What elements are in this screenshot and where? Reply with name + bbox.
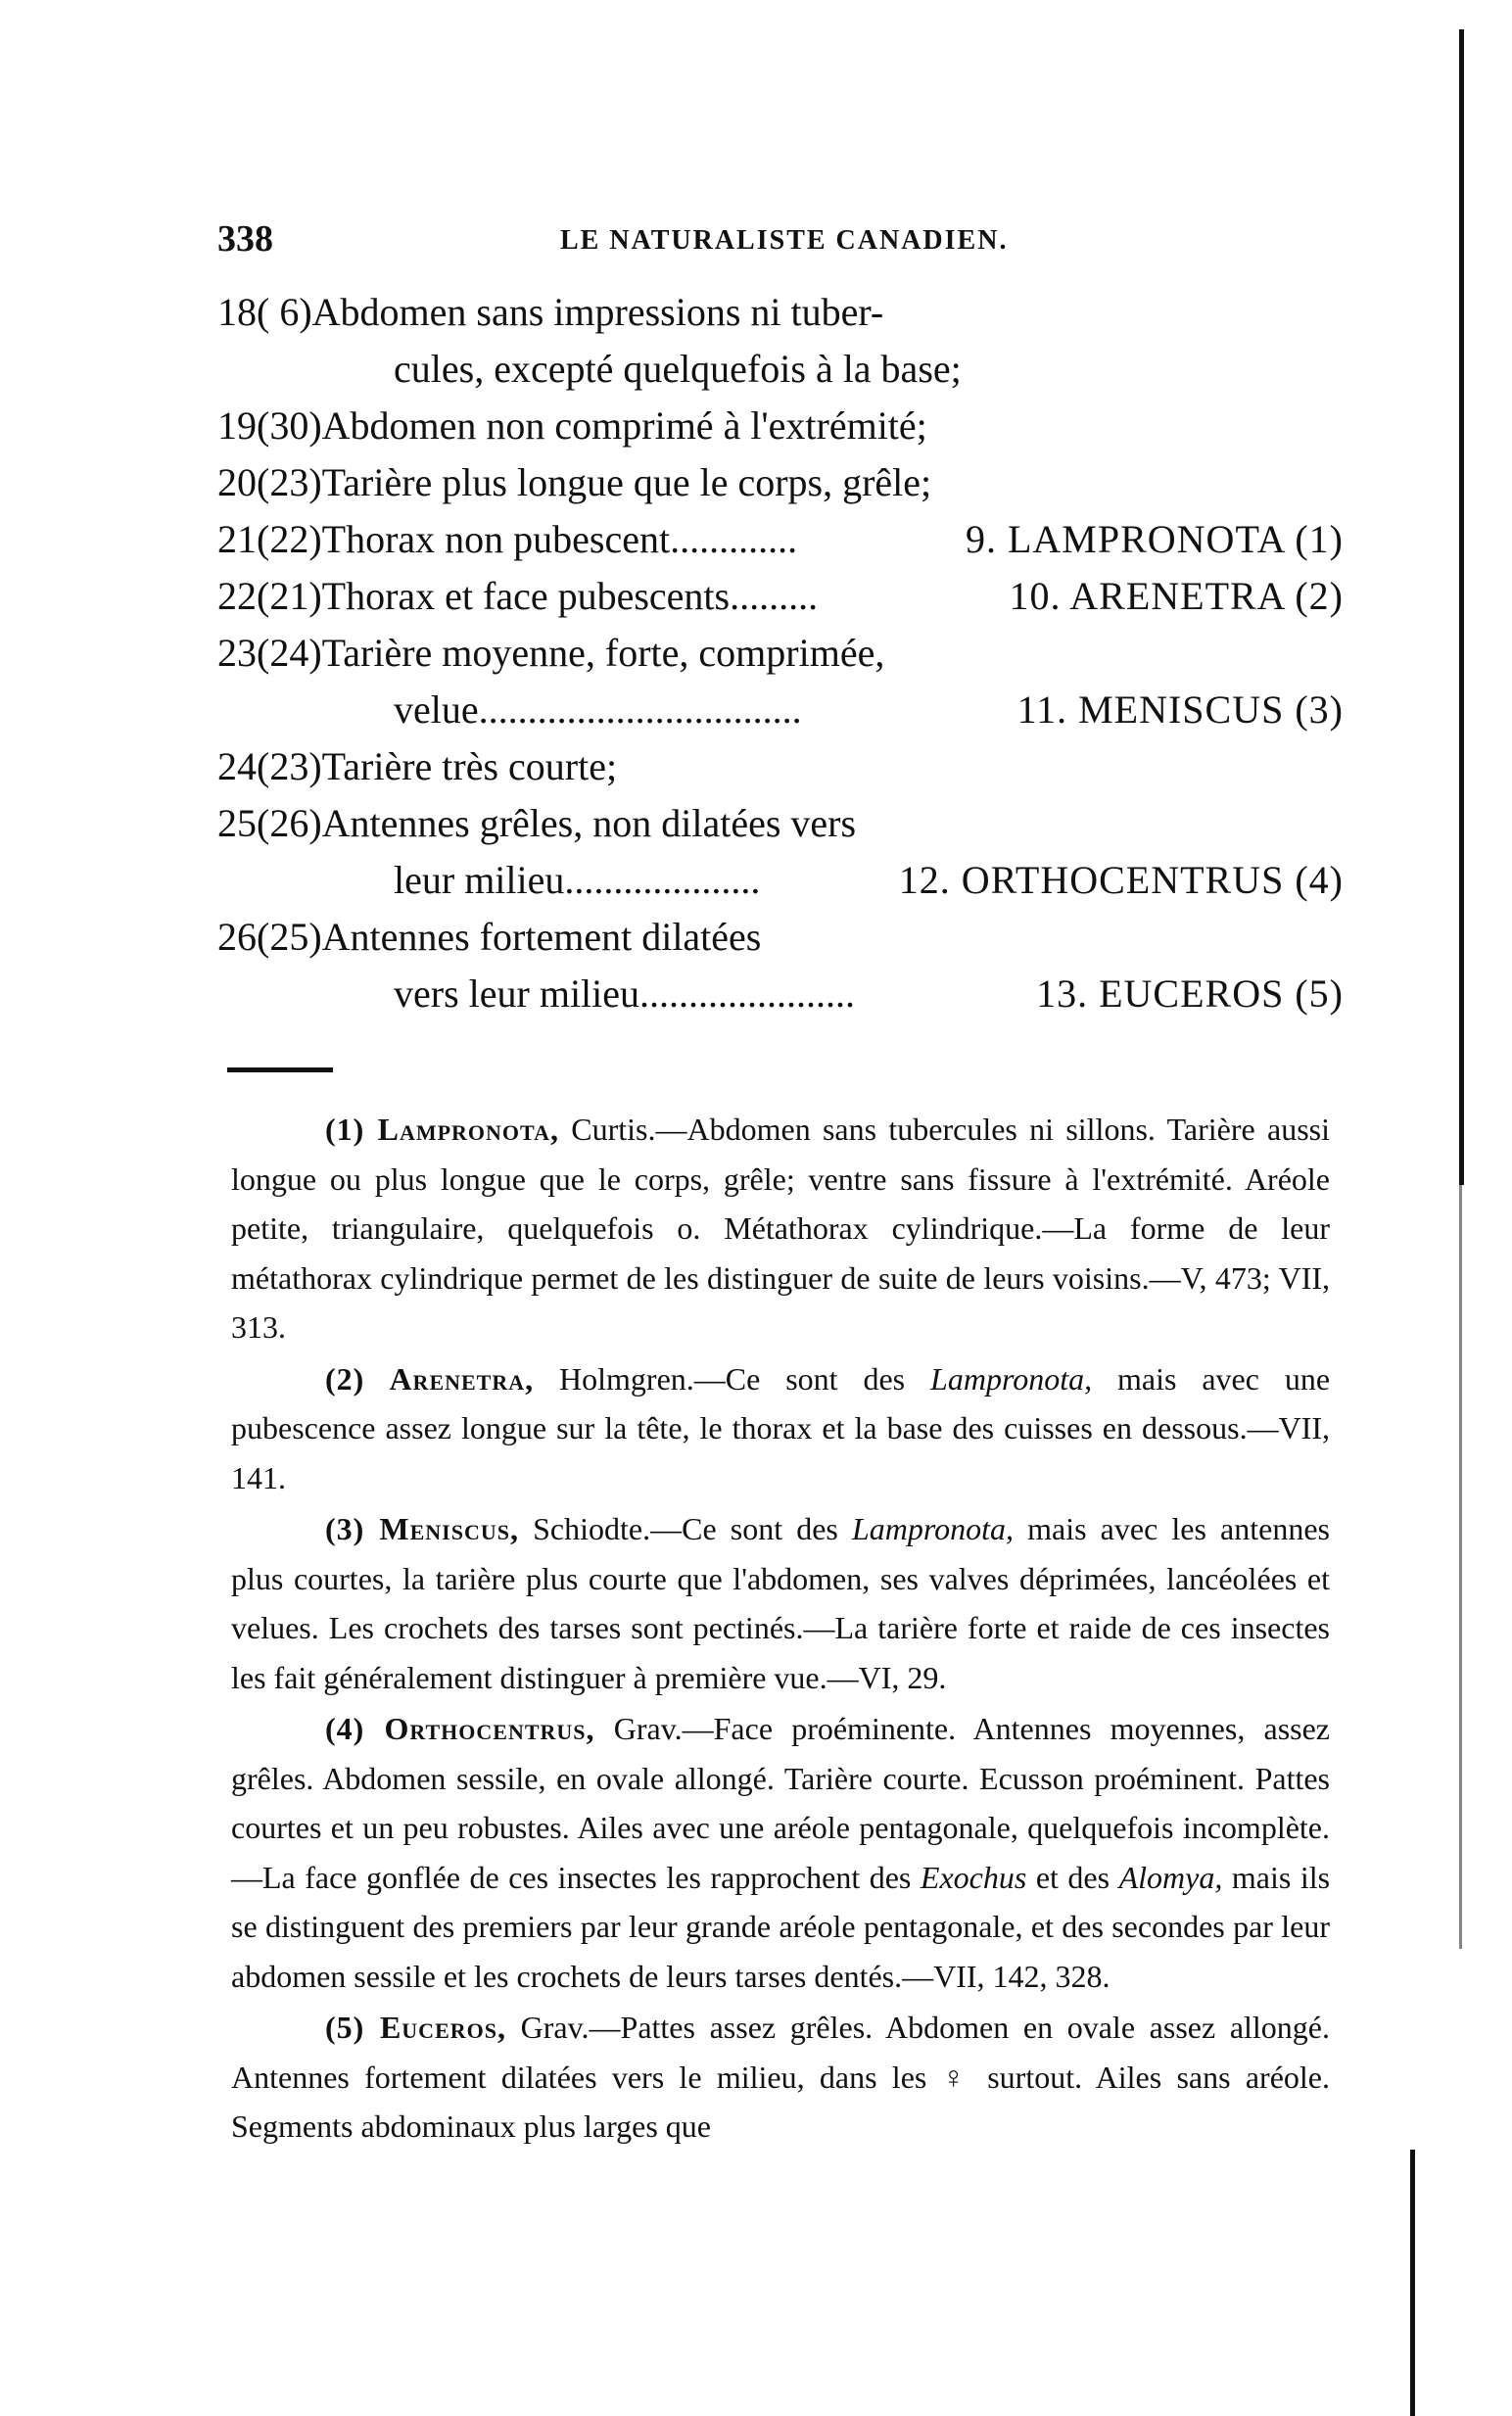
key-text: Thorax non pubescent............. (321, 517, 798, 561)
footnote-text: Alomya, (1118, 1859, 1223, 1895)
key-line (217, 346, 1344, 401)
key-line (217, 687, 1344, 741)
key-line (217, 516, 1344, 571)
margin-rule (1459, 29, 1464, 1185)
key-text: Abdomen sans impressions ni tuber- (311, 290, 884, 334)
key-couplet-number: 25(26) (217, 801, 322, 845)
key-line (217, 459, 1344, 514)
key-line (217, 403, 1344, 457)
footnote-text: et des (1035, 1859, 1110, 1895)
key-text: leur milieu.................... (394, 858, 761, 902)
key-genus: 10. ARENETRA (2) (1009, 574, 1344, 618)
footnote-genus: (1) Lampronota, (325, 1112, 559, 1147)
key-couplet-number: 26(25) (217, 915, 322, 959)
key-line (217, 971, 1344, 1025)
key-line (217, 573, 1344, 628)
key-text: velue................................. (394, 687, 802, 732)
footnotes (231, 1105, 1330, 2154)
footnote-text: mais avec une pubescence assez longue sur la tête, le thorax et la base des cuisses en dessous.—VII, 141. (231, 1360, 1331, 1495)
page-number: 338 (217, 218, 273, 260)
footnote (231, 1504, 1330, 1702)
key-text: Tarière moyenne, forte, comprimée, (321, 631, 885, 675)
key-line (217, 289, 1344, 344)
footnote-separator (227, 1067, 333, 1072)
footnote-text: Lampronota, (930, 1360, 1093, 1397)
key-couplet-number: 22(21) (217, 574, 322, 618)
key-line (217, 914, 1344, 969)
footnote-text: Curtis.—Abdomen sans tubercules ni sillons. Tarière aussi longue ou plus longue que le corps, grêle; ventre sans fissure à l'extrémité. Aréole petite, triangulaire, quelquefois o. Métathorax cylindrique.—La forme de leur métathorax cylindrique permet de les distinguer de suite de leurs voisins.—V, 473; VII, 313. (231, 1112, 1330, 1345)
key-genus: 12. ORTHOCENTRUS (4) (898, 858, 1344, 902)
key-text: Antennes fortement dilatées (321, 915, 762, 959)
margin-rule (1410, 2150, 1415, 2416)
key-line (217, 630, 1344, 685)
key-genus: 11. MENISCUS (3) (1016, 687, 1344, 732)
footnote-genus: (5) Euceros, (325, 2010, 506, 2045)
footnote (231, 2003, 1330, 2152)
footnote (231, 1354, 1330, 1503)
footnote-text: Holmgren.—Ce sont des (559, 1360, 906, 1397)
footnote-text: mais avec les antennes plus courtes, la tarière plus courte que l'abdomen, ses valves déprimées, lancéolées et velues. Les crochets des tarses sont pectinés.—La tarière forte et raide de ces insectes les fait généralement distinguer à première vue.—VI, 29. (231, 1511, 1331, 1695)
key-text: Tarière plus longue que le corps, grêle; (321, 460, 932, 504)
footnote-text: Grav.—Face proéminente. Antennes moyennes, assez grêles. Abdomen sessile, en ovale allongé. Tarière courte. Ecusson proéminent. Pattes courtes et un peu robustes. Ailes avec une aréole pentagonale, quelquefois incomplète.—La face gonflée de ces insectes les rapprochent des (231, 1711, 1331, 1895)
footnote-text: Lampronota, (851, 1511, 1015, 1546)
footnote-text: Grav.—Pattes assez grêles. Abdomen en ovale assez allongé. Antennes fortement dilatées vers le milieu, dans les ♀ surtout. Ailes sans aréole. Segments abdominaux plus larges que (231, 2010, 1330, 2144)
key-text: Antennes grêles, non dilatées vers (321, 801, 857, 845)
key-genus: 9. LAMPRONOTA (1) (965, 517, 1344, 561)
key-text: Abdomen non comprimé à l'extrémité; (321, 403, 927, 448)
running-head (217, 217, 1334, 262)
key-couplet-number: 18( 6) (217, 290, 312, 334)
footnote-text: mais ils se distinguent des premiers par leur grande aréole pentagonale, et des secondes par leur abdomen sessile et les crochets de leurs tarses dentés.—VII, 142, 328. (231, 1859, 1331, 1994)
key-text: Tarière très courte; (321, 744, 618, 788)
key-couplet-number: 20(23) (217, 460, 322, 504)
footnote (231, 1105, 1330, 1352)
key-genus: 13. EUCEROS (5) (1036, 971, 1344, 1016)
footnote-genus: (4) Orthocentrus, (325, 1711, 595, 1746)
key-couplet-number: 24(23) (217, 744, 322, 788)
journal-title: LE NATURALISTE CANADIEN. (560, 225, 1009, 256)
key-line (217, 800, 1344, 855)
key-line (217, 743, 1344, 798)
footnote (231, 1704, 1330, 2001)
key-text: vers leur milieu...................... (394, 971, 856, 1016)
key-couplet-number: 21(22) (217, 517, 322, 561)
key-couplet-number: 19(30) (217, 403, 322, 448)
key-text: Thorax et face pubescents......... (321, 574, 819, 618)
footnote-text: Exochus (920, 1859, 1027, 1895)
key-line (217, 857, 1344, 912)
footnote-text: Schiodte.—Ce sont des (533, 1511, 838, 1546)
margin-rule (1459, 1185, 1462, 1949)
footnote-genus: (3) Meniscus, (325, 1511, 519, 1546)
key-couplet-number: 23(24) (217, 631, 322, 675)
identification-key (217, 289, 1344, 1016)
footnote-genus: (2) Arenetra, (325, 1360, 535, 1397)
key-text: cules, excepté quelquefois à la base; (394, 347, 962, 391)
